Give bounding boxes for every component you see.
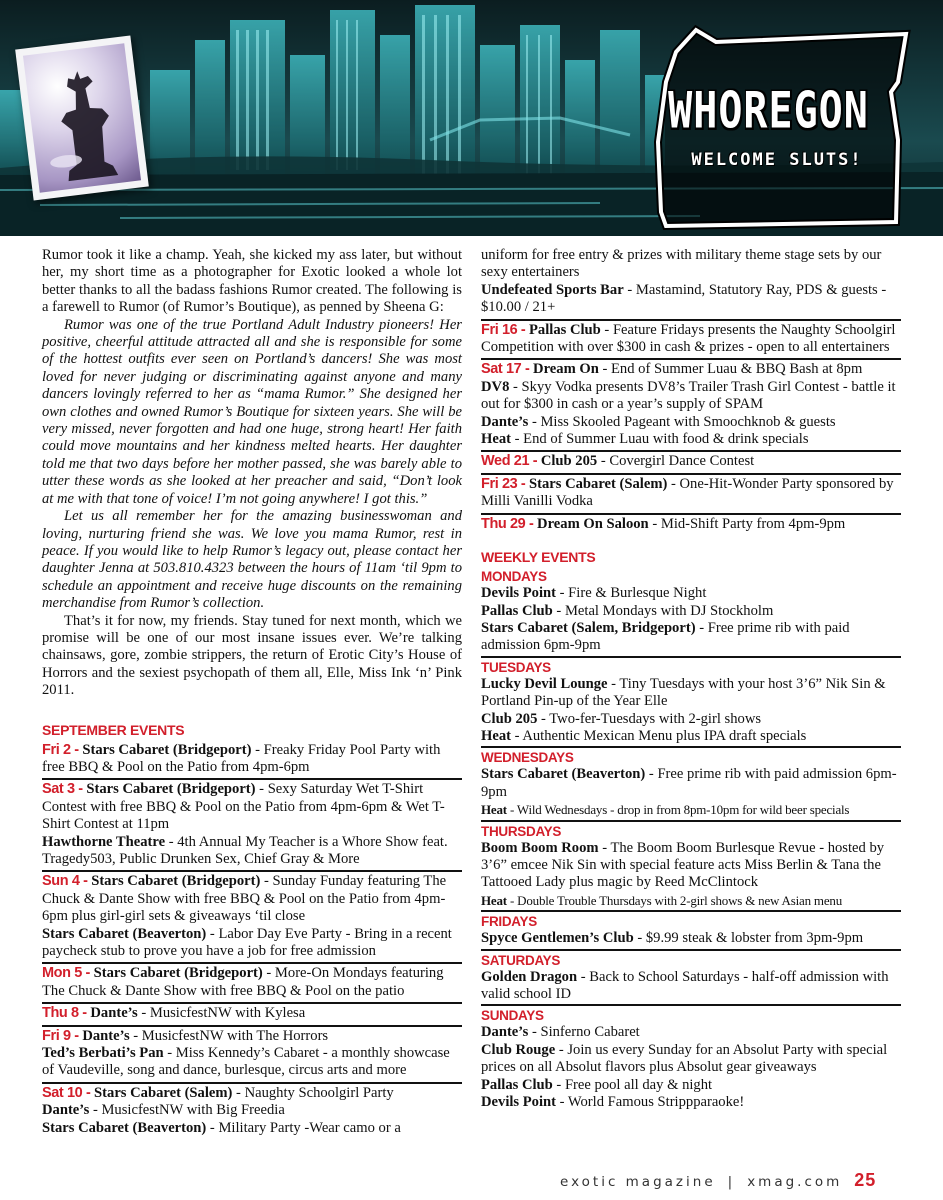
venue-name: Devils Point [481, 585, 556, 602]
footer-magazine-name: exotic magazine [560, 1174, 716, 1190]
event-text: - Sinferno Cabaret [528, 1024, 640, 1041]
event-text: - Free pool all day & night [552, 1076, 713, 1093]
venue-name: Club 205 [540, 453, 598, 470]
event-text: - Metal Mondays with DJ Stockholm [552, 602, 774, 619]
day-label: Sat 17 - [481, 361, 530, 378]
event-text: - World Famous Strippparaoke! [556, 1094, 745, 1111]
venue-name: Hawthorne Theatre [42, 833, 166, 850]
venue-name: Lucky Devil Lounge [481, 675, 608, 692]
venue-name: Stars Cabaret (Bridgeport) [82, 741, 252, 758]
event-text: - Back to School Saturdays - half-off admission with valid school ID [481, 968, 889, 1002]
weekly-tuesdays [481, 656, 901, 746]
event-text: - End of Summer Luau with food & drink specials [511, 431, 809, 448]
weekday-title: WEDNESDAYS [481, 750, 574, 766]
event-text: - Two-fer-Tuesdays with 2-girl shows [537, 710, 762, 727]
venue-name: Stars Cabaret (Bridgeport) [93, 965, 263, 982]
right-column [481, 247, 901, 1111]
event-text: - Authentic Mexican Menu plus IPA draft specials [511, 727, 807, 744]
venue-name: Stars Cabaret (Salem) [94, 1084, 233, 1101]
day-label: Thu 29 - [481, 515, 534, 532]
event-text: - Feature Fridays presents the Naughty Schoolgirl Competition with over $300 in cash & prizes - open to all entertainers [481, 321, 896, 356]
event-text: - More-On Mondays featuring The Chuck & Dante Show with free BBQ & Pool on the patio [42, 965, 444, 999]
venue-name: Stars Cabaret (Bridgeport) [86, 781, 256, 798]
weekly-sundays [481, 1004, 901, 1111]
venue-name: Dante’s [90, 1005, 138, 1022]
event-text: - Free prime rib with paid admission 6pm-9pm [481, 619, 850, 654]
event-text: - Labor Day Eve Party - Bring in a recent paycheck stub to prove you have a job for free admission [42, 925, 452, 960]
venue-name: Ted’s Berbati’s Pan [42, 1045, 164, 1062]
chess-photo [15, 35, 149, 200]
day-label: Sat 10 - [42, 1084, 91, 1101]
event-text: - Miss Skooled Pageant with Smoochknob & guests [528, 413, 836, 430]
day-label: Fri 23 - [481, 475, 526, 492]
venue-name: Stars Cabaret (Beaverton) [42, 925, 207, 942]
farewell-paragraph-2: Let us all remember her for the amazing businesswoman and loving, nurturing friend she was. We love you mama Rumor, rest in peace. If you would like to help Rumor’s legacy out, please contact her daughter Jenna at 503.810.4323 between the hours of 11am ‘til 9pm to schedule an appointment and receive huge discounts on the remaining merchandise from Rumor’s collection. [42, 508, 462, 612]
venue-name: Stars Cabaret (Salem, Bridgeport) [481, 619, 696, 636]
venue-name: Dream On Saloon [537, 515, 649, 532]
venue-name: DV8 [481, 378, 510, 395]
venue-name: Stars Cabaret (Beaverton) [42, 1119, 207, 1136]
weekday-title: THURSDAYS [481, 823, 562, 839]
venue-name: Heat [481, 802, 507, 818]
event-day-sun4 [42, 870, 462, 960]
closing-paragraph: That’s it for now, my friends. Stay tuned for next month, which we promise will be one of our most insane issues ever. We’re talking chainsaws, gore, zombie strippers, the return of Erotic City’s House of Horrors and the sexiest psychopath of them all, Elle, Miss Ink ‘n’ Pink 2011. [42, 612, 462, 699]
event-text: - Mid-Shift Party from 4pm-9pm [648, 515, 846, 532]
event-text: uniform for free entry & prizes with military theme stage sets by our sexy entertainers [481, 247, 882, 281]
venue-name: Pallas Club [481, 1076, 553, 1093]
event-text: - Mastamind, Statutory Ray, PDS & guests - $10.00 / 21+ [481, 281, 887, 316]
left-column [42, 247, 462, 1137]
event-text: - End of Summer Luau & BBQ Bash at 8pm [598, 361, 863, 378]
event-day-thu29 [481, 513, 901, 533]
weekday-title: SUNDAYS [481, 1008, 544, 1024]
event-text: - Miss Kennedy’s Cabaret - a monthly showcase of Vaudeville, song and dance, burlesque, circus arts and more [42, 1045, 450, 1079]
day-label: Sun 4 - [42, 873, 88, 890]
weekly-fridays [481, 910, 901, 947]
weekly-events-title: WEEKLY EVENTS [481, 549, 596, 566]
weekday-title: SATURDAYS [481, 952, 561, 968]
event-day-mon5 [42, 962, 462, 1000]
whoregon-logo [636, 22, 936, 236]
weekly-saturdays [481, 949, 901, 1004]
event-text: - Naughty Schoolgirl Party [232, 1084, 394, 1101]
page-number: 25 [854, 1170, 877, 1190]
event-day-thu8 [42, 1002, 462, 1022]
weekly-wednesdays [481, 746, 901, 818]
day-label: Sat 3 - [42, 781, 83, 798]
footer-site-link[interactable]: xmag.com [747, 1174, 843, 1190]
chess-piece-icon [23, 43, 141, 192]
event-text: - Sexy Saturday Wet T-Shirt Contest with free BBQ & Pool on the Patio from 4pm-6pm & Wet T-Shirt Contest at 11pm [42, 781, 445, 833]
event-text: - MusicfestNW with Kylesa [137, 1005, 306, 1022]
day-label: Wed 21 - [481, 453, 538, 470]
day-label: Fri 2 - [42, 741, 79, 758]
logo-subtitle: WELCOME SLUTS! [691, 150, 863, 170]
event-text: - Tiny Tuesdays with your host 3’6” Nik Sin & Portland Pin-up of the Year Elle [481, 675, 886, 710]
venue-name: Stars Cabaret (Salem) [529, 475, 668, 492]
day-label: Mon 5 - [42, 965, 90, 982]
event-text: - MusicfestNW with The Horrors [129, 1027, 329, 1044]
september-events-title: SEPTEMBER EVENTS [42, 721, 185, 738]
event-text: - Free prime rib with paid admission 6pm-9pm [481, 766, 897, 800]
weekly-mondays [481, 567, 901, 655]
farewell-paragraph-1: Rumor was one of the true Portland Adult Industry pioneers! Her positive, cheerful attitude attracted all and she is responsible for some of the hottest outfits ever seen on Portland’s dancers! She was most loved for never judging or discriminating against anyone and many dancers lovingly referred to her as “mama Rumor.” She designed her own clothes and owned Rumor’s Boutique for sixteen years. She will be very missed, never forgotten and had one huge, strong heart! Her faith could move mountains and her kindness melted hearts. Her daughter told me that two days before her mother passed, she was barely able to utter these words as she looked at her preacher and said, “Don’t look at me with that tone of voice! I’m not going anywhere! I got this.” [42, 316, 462, 507]
event-day-wed21 [481, 450, 901, 470]
venue-name: Heat [481, 727, 511, 744]
venue-name: Boom Boom Room [481, 839, 599, 856]
venue-name: Club 205 [481, 710, 538, 727]
event-day-sat3 [42, 778, 462, 868]
venue-name: Devils Point [481, 1094, 556, 1111]
event-text: - Skyy Vodka presents DV8’s Trailer Trash Girl Contest - battle it out for $300 in cash or a year’s supply of SPAM [481, 378, 896, 413]
footer-separator: | [727, 1174, 736, 1190]
venue-name: Pallas Club [529, 321, 601, 338]
venue-name: Dante’s [481, 413, 529, 430]
event-text: - $9.99 steak & lobster from 3pm-9pm [633, 930, 864, 947]
event-text: - Sunday Funday featuring The Chuck & Dante Show with free BBQ & Pool on the Patio from 4pm-6pm plus girl-girl sets & giveaways ‘til close [42, 873, 447, 925]
venue-name: Pallas Club [481, 602, 553, 619]
event-day-sat17 [481, 358, 901, 448]
event-text: - Join us every Sunday for an Absolut Party with special prices on all Absolut flavors plus Absolut gear giveaways [481, 1041, 888, 1076]
venue-name: Spyce Gentlemen’s Club [481, 930, 634, 947]
event-text: - Fire & Burlesque Night [556, 585, 707, 602]
event-day-sat10 [42, 1082, 462, 1137]
venue-name: Undefeated Sports Bar [481, 281, 624, 298]
event-day-fri23 [481, 473, 901, 511]
event-text: - Covergirl Dance Contest [597, 453, 755, 470]
weekday-title: FRIDAYS [481, 914, 537, 930]
venue-name: Stars Cabaret (Bridgeport) [91, 873, 261, 890]
venue-name: Dream On [533, 361, 599, 378]
event-text: - MusicfestNW with Big Freedia [89, 1102, 285, 1119]
event-day-fri2 [42, 741, 462, 777]
event-text: - Military Party -Wear camo or a [206, 1119, 401, 1136]
weekday-title: TUESDAYS [481, 659, 551, 675]
event-day-fri9 [42, 1025, 462, 1080]
event-day-fri16 [481, 319, 901, 357]
event-text: - The Boom Boom Burlesque Revue - hosted by 3’6” emcee Nik Sin with special feature acts Miss Berlin & Tana the Tattooed Lady plus magic by Reed McClintock [481, 839, 885, 891]
page-footer [560, 1170, 900, 1192]
event-day-sat10-continued [481, 247, 901, 317]
event-text: - Double Trouble Thursdays with 2-girl shows & new Asian menu [506, 892, 843, 908]
day-label: Thu 8 - [42, 1005, 87, 1022]
logo-title: WHOREGON [668, 82, 869, 140]
weekday-title: MONDAYS [481, 569, 547, 585]
day-label: Fri 9 - [42, 1027, 79, 1044]
weekly-thursdays [481, 820, 901, 910]
intro-paragraph-1: Rumor took it like a champ. Yeah, she kicked my ass later, but without her, my short time as a photographer for Exotic looked a whole lot better thanks to all the badass fashions Rumor created. The following is a farewell to Rumor (of Rumor’s Boutique), as penned by Sheena G: [42, 247, 462, 316]
venue-name: Golden Dragon [481, 968, 578, 985]
venue-name: Heat [481, 431, 511, 448]
day-label: Fri 16 - [481, 321, 526, 338]
venue-name: Dante’s [481, 1024, 529, 1041]
event-text: - Wild Wednesdays - drop in from 8pm-10pm for wild beer specials [506, 802, 850, 818]
venue-name: Heat [481, 892, 507, 908]
event-text: - 4th Annual My Teacher is a Whore Show feat. Tragedy503, Public Drunken Sex, Chief Gray & More [42, 833, 448, 867]
venue-name: Dante’s [82, 1027, 130, 1044]
event-text: - Freaky Friday Pool Party with free BBQ & Pool on the Patio from 4pm-6pm [42, 741, 441, 775]
venue-name: Stars Cabaret (Beaverton) [481, 766, 646, 783]
venue-name: Club Rouge [481, 1041, 556, 1058]
event-text: - One-Hit-Wonder Party sponsored by Milli Vanilli Vodka [481, 475, 894, 510]
header-banner [0, 0, 943, 236]
venue-name: Dante’s [42, 1102, 90, 1119]
